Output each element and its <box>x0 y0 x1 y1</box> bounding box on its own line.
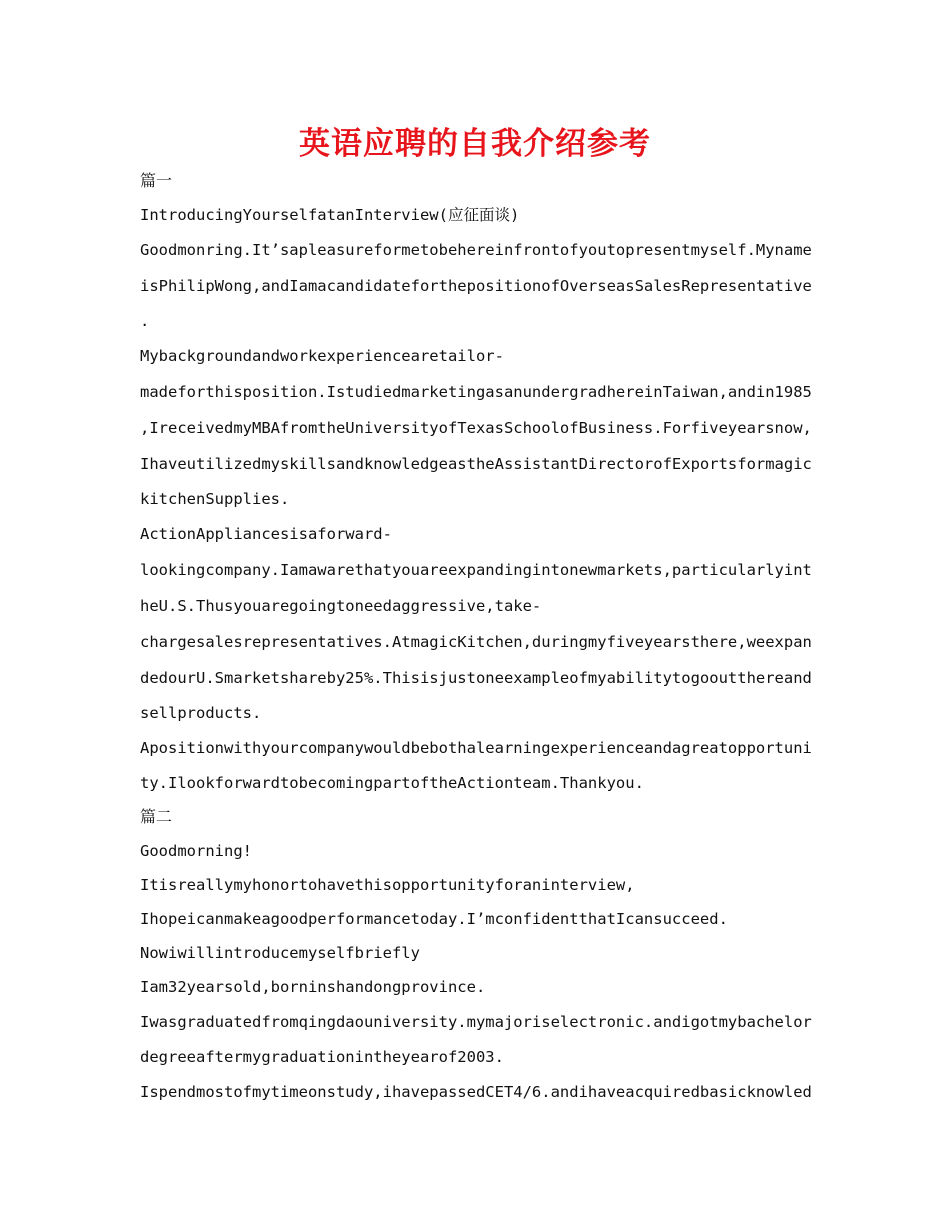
document-body <box>140 164 816 1110</box>
text-line: Apositionwithyourcompanywouldbebothalearningexperienceandagreatopportuni <box>140 739 812 757</box>
text-line: Goodmorning! <box>140 842 252 860</box>
text-line: Mybackgroundandworkexperiencearetailor- <box>140 347 504 365</box>
text-line: Iam32yearsold,borninshandongprovince. <box>140 978 486 996</box>
text-line: ty.IlookforwardtobecomingpartoftheActionteam.Thankyou. <box>140 774 644 792</box>
text-line: IntroducingYourselfatanInterview(应征面谈) <box>140 206 520 224</box>
text-line: dedourU.Smarketshareby25%.Thisisjustoneexampleofmyabilitytogooutthereand <box>140 669 812 687</box>
text-line: Ihopeicanmakeagoodperformancetoday.I’mconfidentthatIcansucceed. <box>140 910 728 928</box>
document-title: 英语应聘的自我介绍参考 <box>299 126 651 162</box>
text-line: sellproducts. <box>140 704 262 722</box>
section-heading-1: 篇一 <box>140 171 173 190</box>
text-line: lookingcompany.Iamawarethatyouareexpandingintonewmarkets,particularlyint <box>140 561 812 579</box>
text-line: heU.S.Thusyouaregoingtoneedaggressive,take- <box>140 597 542 615</box>
text-line: . <box>140 312 150 330</box>
text-line: Itisreallymyhonortohavethisopportunityforaninterview, <box>140 876 635 894</box>
text-line: ActionAppliancesisaforward- <box>140 525 392 543</box>
text-line: chargesalesrepresentatives.AtmagicKitchen,duringmyfiveyearsthere,weexpan <box>140 633 812 651</box>
text-line: Ispendmostofmytimeonstudy,ihavepassedCET4/6.andihaveacquiredbasicknowled <box>140 1083 812 1101</box>
text-line: Iwasgraduatedfromqingdaouniversity.mymajoriselectronic.andigotmybachelor <box>140 1013 812 1031</box>
text-line: Goodmonring.It’sapleasureformetobehereinfrontofyoutopresentmyself.Myname <box>140 241 812 259</box>
text-line: madeforthisposition.IstudiedmarketingasanundergradhereinTaiwan,andin1985 <box>140 383 812 401</box>
text-line: degreeaftermygraduationintheyearof2003. <box>140 1048 504 1066</box>
text-line: kitchenSupplies. <box>140 490 290 508</box>
text-line: isPhilipWong,andIamacandidateforthepositionofOverseasSalesRepresentative <box>140 277 812 295</box>
text-line: ,IreceivedmyMBAfromtheUniversityofTexasSchoolofBusiness.Forfiveyearsnow, <box>140 419 812 437</box>
text-line: IhaveutilizedmyskillsandknowledgeastheAssistantDirectorofExportsformagic <box>140 455 812 473</box>
text-line: Nowiwillintroducemyselfbriefly <box>140 944 420 962</box>
section-heading-2: 篇二 <box>140 807 173 826</box>
